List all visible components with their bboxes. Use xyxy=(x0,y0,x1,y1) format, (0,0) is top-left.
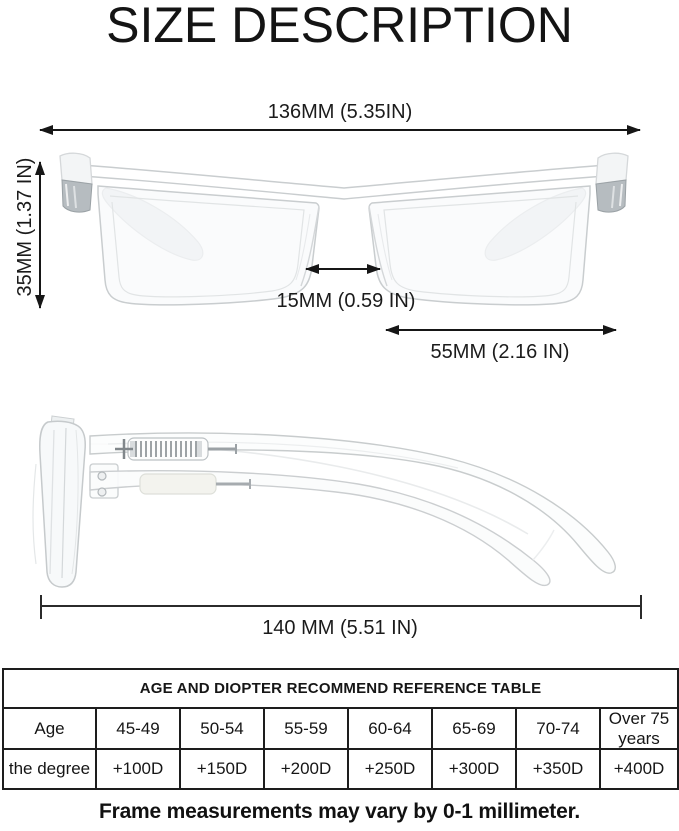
temple-insert xyxy=(140,474,216,494)
degree-cell: +400D xyxy=(600,749,678,789)
table-row-age xyxy=(3,708,678,749)
temple-length-line xyxy=(40,605,642,607)
age-cell: Over 75 years xyxy=(600,708,678,749)
degree-cell: +250D xyxy=(348,749,432,789)
glasses-side-view-image xyxy=(28,414,650,594)
degree-cell: +150D xyxy=(180,749,264,789)
age-cell: 55-59 xyxy=(264,708,348,749)
degree-cell: +300D xyxy=(432,749,516,789)
age-cell: 65-69 xyxy=(432,708,516,749)
lens-width-arrow xyxy=(386,329,616,331)
degree-row-label: the degree xyxy=(3,749,96,789)
right-endpiece xyxy=(596,153,628,184)
total-width-arrow xyxy=(40,129,640,131)
age-cell: 70-74 xyxy=(516,708,600,749)
table-row-degree xyxy=(3,749,678,789)
table-title: AGE AND DIOPTER RECOMMEND REFERENCE TABLE xyxy=(3,669,678,708)
table-title-row xyxy=(3,669,678,708)
left-endpiece xyxy=(60,153,92,184)
age-cell: 60-64 xyxy=(348,708,432,749)
bridge-width-label: 15MM (0.59 IN) xyxy=(276,290,416,312)
degree-cell: +350D xyxy=(516,749,600,789)
age-row-label: Age xyxy=(3,708,96,749)
lens-width-label: 55MM (2.16 IN) xyxy=(430,341,570,363)
degree-cell: +200D xyxy=(264,749,348,789)
total-width-label: 136MM (5.35IN) xyxy=(267,101,413,123)
temple-length-label: 140 MM (5.51 IN) xyxy=(262,617,418,639)
age-cell: 45-49 xyxy=(96,708,180,749)
age-diopter-table xyxy=(2,668,679,790)
front-frame xyxy=(60,153,628,305)
page-title: SIZE DESCRIPTION xyxy=(106,0,573,53)
lens-height-arrow xyxy=(39,162,41,308)
bridge-width-arrow xyxy=(306,268,380,270)
tolerance-note: Frame measurements may vary by 0-1 millimeter. xyxy=(98,800,581,823)
lens-height-label: 35MM (1.37 IN) xyxy=(14,157,36,297)
degree-cell: +100D xyxy=(96,749,180,789)
side-frame xyxy=(33,416,615,587)
age-cell: 50-54 xyxy=(180,708,264,749)
